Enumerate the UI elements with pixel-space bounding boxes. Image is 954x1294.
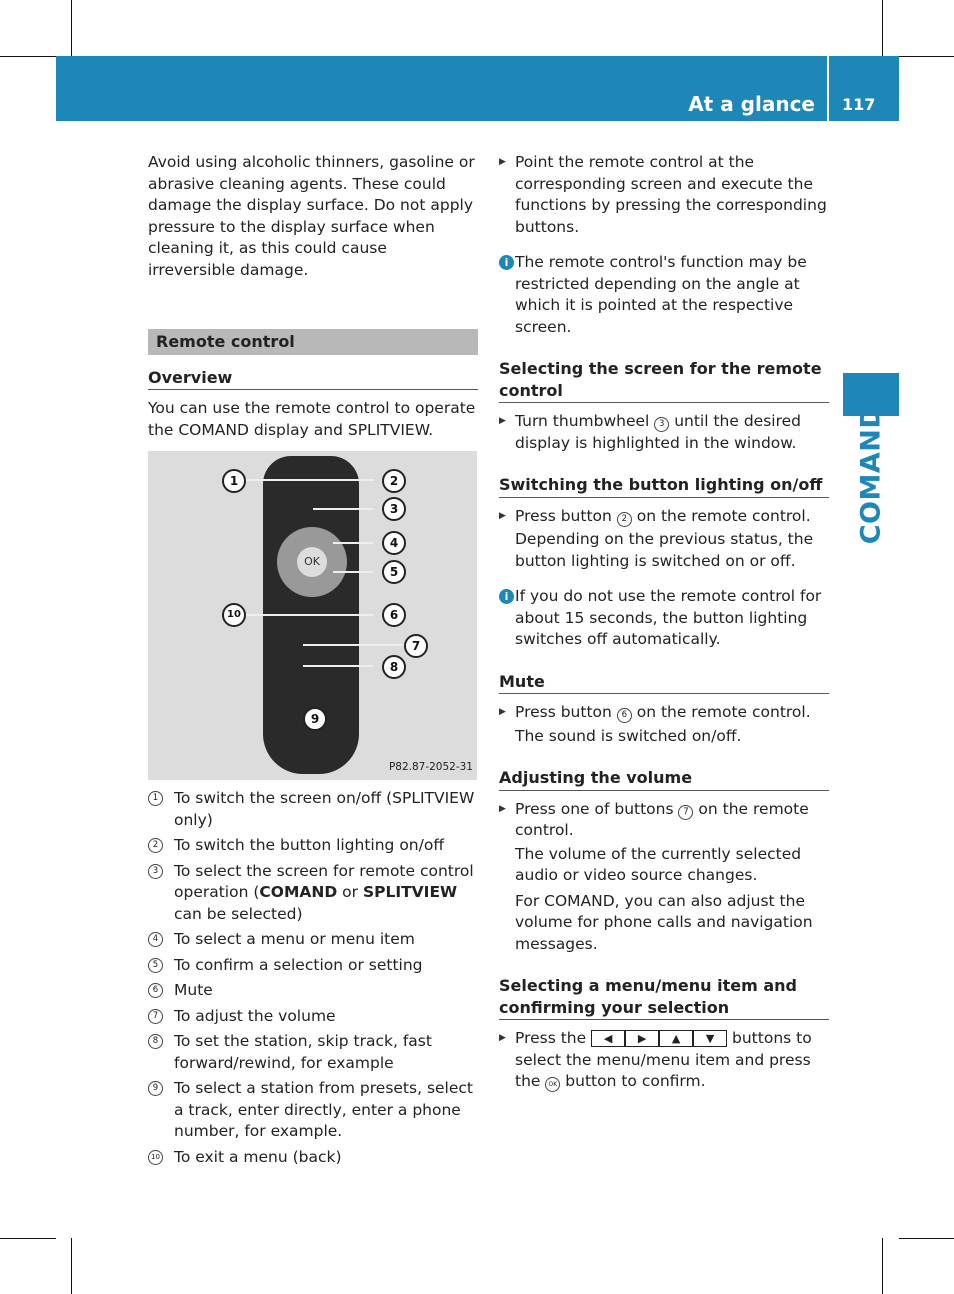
step-result: For COMAND, you can also adjust the volume for phone calls and navigation messages. (515, 891, 813, 953)
item-bold: COMAND (259, 883, 338, 901)
remote-control-image (148, 451, 477, 780)
side-label-text: COMAND (855, 405, 887, 545)
step-text: on the remote control. (631, 703, 811, 721)
callout-line (244, 614, 374, 616)
info-icon: i (499, 589, 514, 604)
crop-mark (71, 0, 72, 56)
header-divider (827, 56, 829, 121)
header-title: At a glance (688, 92, 815, 116)
item-text: To exit a menu (back) (174, 1147, 342, 1166)
crop-mark (899, 1238, 954, 1239)
item-text: To switch the button lighting on/off (174, 836, 445, 854)
item-number: 6 (617, 708, 632, 723)
right-column (499, 152, 829, 1093)
instruction-step (499, 799, 829, 842)
item-number: 3 (148, 864, 163, 879)
list-item (148, 788, 478, 831)
callout-5: 5 (382, 560, 406, 584)
callout-2: 2 (382, 469, 406, 493)
callout-10: 10 (222, 603, 246, 627)
list-item (148, 835, 478, 857)
instruction-step (499, 702, 829, 724)
step-text: Turn thumbwheel (515, 412, 655, 430)
item-text: To select the screen for remote control operation ( (174, 861, 474, 901)
list-item (148, 955, 478, 977)
step-result: Depending on the previous status, the button lighting is switched on or off. (515, 530, 814, 570)
header-bar (56, 56, 899, 121)
step-text: Press the (515, 1029, 592, 1047)
section-title: Remote control (148, 329, 478, 355)
step-result: The sound is switched on/off. (515, 726, 742, 745)
item-text: To set the station, skip track, fast forward/rewind, for example (174, 1032, 432, 1072)
info-icon: i (499, 255, 514, 270)
heading-select-screen: Selecting the screen for the remote control (499, 358, 829, 403)
ok-icon: OK (545, 1077, 560, 1092)
crop-mark (0, 56, 56, 57)
crop-mark (899, 56, 954, 57)
up-arrow-key: ▲ (659, 1030, 693, 1047)
step-text: until the desired display is highlighted in the window. (515, 412, 801, 452)
list-item (148, 1031, 478, 1074)
callout-1: 1 (222, 469, 246, 493)
overview-text: You can use the remote control to operate the COMAND display and SPLITVIEW. (148, 399, 476, 439)
crop-mark (882, 0, 883, 56)
item-number: 7 (678, 805, 693, 820)
callout-line (333, 542, 373, 544)
callout-6: 6 (382, 603, 406, 627)
heading-volume: Adjusting the volume (499, 767, 829, 791)
callout-line (303, 665, 373, 667)
item-number: 1 (148, 791, 163, 806)
step-text: on the remote control. (515, 799, 809, 839)
callout-line (313, 508, 373, 510)
callout-4: 4 (382, 531, 406, 555)
list-item (148, 1078, 478, 1143)
instruction-step (499, 1028, 829, 1093)
callout-line (244, 479, 374, 481)
page-number: 117 (842, 95, 876, 114)
item-text: To confirm a selection or setting (174, 955, 423, 974)
info-note (499, 586, 829, 651)
callout-9: 9 (303, 707, 327, 731)
ok-button: OK (297, 547, 327, 577)
list-item (148, 980, 478, 1002)
callout-line (303, 644, 403, 646)
side-label (826, 405, 916, 545)
item-number: 8 (148, 1034, 163, 1049)
item-text: To select a menu or menu item (174, 930, 415, 948)
intro-text: Avoid using alcoholic thinners, gasoline or abrasive cleaning agents. These could damage the display surface. Do not apply pressure to the display surface when cleaning it, as this could cause irreversible damage. (148, 153, 475, 279)
item-text: To adjust the volume (174, 1006, 336, 1025)
step-text: button to confirm. (560, 1072, 706, 1090)
legend-list (148, 788, 478, 1168)
down-arrow-key: ▼ (693, 1030, 727, 1047)
item-number: 9 (148, 1081, 163, 1096)
callout-3: 3 (382, 497, 406, 521)
instruction-step (499, 506, 829, 528)
step-result: The volume of the currently selected audio or video source changes. (515, 844, 802, 884)
instruction-step (499, 411, 829, 454)
item-number: 7 (148, 1009, 163, 1024)
image-code: P82.87-2052-31 (388, 760, 473, 773)
instruction-step: ▶ Point the remote control at the corresponding screen and execute the functions by pressing the corresponding buttons. (499, 152, 829, 238)
list-item (148, 1006, 478, 1028)
heading-menu: Selecting a menu/menu item and confirming your selection (499, 975, 829, 1020)
right-arrow-key: ▶ (625, 1030, 659, 1047)
callout-line (333, 571, 373, 573)
left-arrow-key: ◀ (591, 1030, 625, 1047)
overview-title: Overview (148, 367, 478, 391)
crop-mark (882, 1238, 883, 1294)
item-number: 2 (617, 512, 632, 527)
item-number: 6 (148, 983, 163, 998)
item-bold: SPLITVIEW (362, 883, 458, 901)
crop-mark (0, 1238, 56, 1239)
left-column (148, 152, 478, 1168)
callout-7: 7 (404, 634, 428, 658)
item-number: 2 (148, 838, 163, 853)
heading-button-lighting: Switching the button lighting on/off (499, 474, 829, 498)
item-number: 10 (148, 1150, 163, 1165)
heading-mute: Mute (499, 671, 829, 695)
step-text: on the remote control. (631, 506, 811, 525)
step-text: buttons to select the menu/menu item and press the (515, 1029, 812, 1090)
info-text: The remote control's function may be restricted depending on the angle at which it is pointed at the respective screen. (515, 253, 807, 336)
list-item (148, 929, 478, 951)
info-note (499, 252, 829, 338)
step-text: Press button (515, 703, 617, 721)
step-text: Press button (515, 506, 617, 525)
list-item (148, 861, 478, 926)
item-number: 5 (148, 958, 163, 973)
item-text: can be selected) (174, 904, 303, 923)
info-text: If you do not use the remote control for about 15 seconds, the button lighting switches off automatically. (515, 587, 822, 648)
item-text: To switch the screen on/off (SPLITVIEW only) (174, 789, 475, 829)
item-text: To select a station from presets, select a track, enter directly, enter a phone number, for example. (174, 1079, 473, 1140)
list-item (148, 1147, 478, 1169)
step-text: Press one of buttons (515, 799, 679, 818)
item-number: 3 (654, 417, 669, 432)
item-text: or (337, 883, 363, 901)
item-number: 4 (148, 932, 163, 947)
callout-8: 8 (382, 655, 406, 679)
crop-mark (71, 1238, 72, 1294)
item-text: Mute (174, 981, 213, 999)
